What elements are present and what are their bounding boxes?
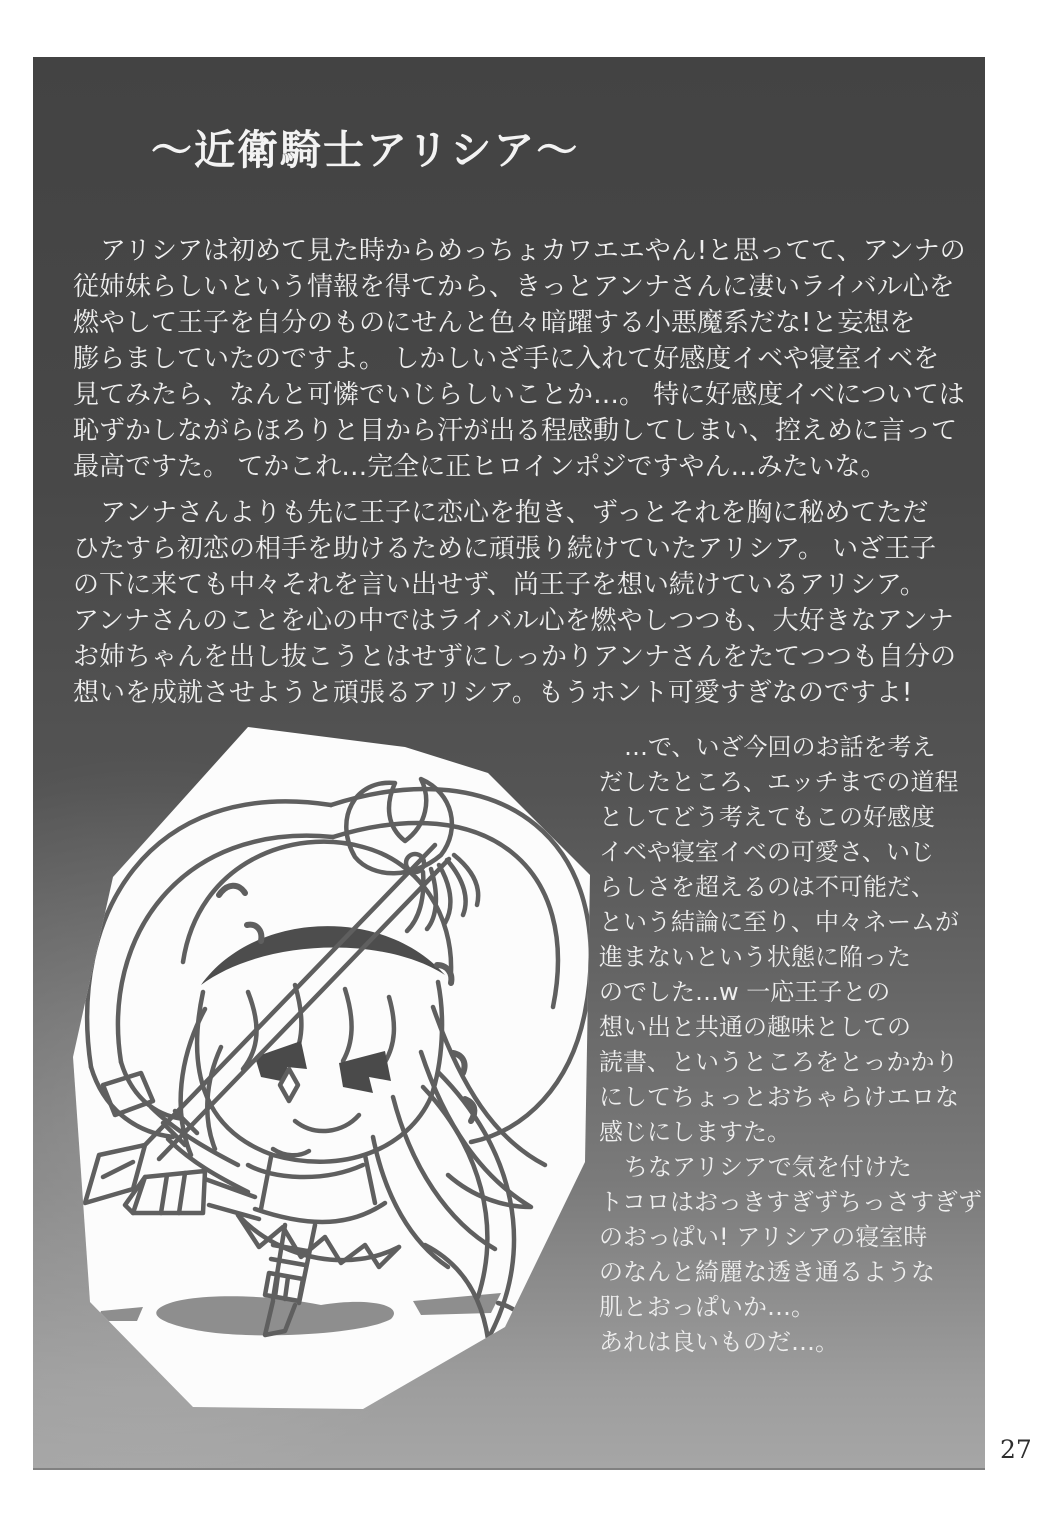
text-line: だしたところ、エッチまでの道程 (599, 768, 959, 796)
text-line: アンナさんよりも先に王子に恋心を抱き、ずっとそれを胸に秘めてただ (100, 498, 929, 528)
text-line: 感じにしますた。 (599, 1118, 791, 1146)
text-line: 読書、というところをとっかかり (599, 1048, 959, 1076)
text-line: トコロはおっきすぎずちっさすぎず (599, 1188, 983, 1216)
text-line: 肌とおっぱいか…。 (599, 1293, 815, 1321)
paragraph-1 (73, 233, 966, 485)
text-line: のなんと綺麗な透き通るような (599, 1258, 935, 1286)
text-line: 恥ずかしながらほろりと目から汗が出る程感動してしまい、控えめに言って (73, 416, 958, 446)
text-line: 最高ですた。 てかこれ…完全に正ヒロインポジですやん…みたいな。 (73, 452, 887, 482)
text-line: …で、いざ今回のお話を考え (624, 733, 936, 761)
paragraph-2 (73, 495, 956, 711)
scanned-page (33, 57, 985, 1470)
text-line: 燃やして王子を自分のものにせんと色々暗躍する小悪魔系だな!と妄想を (73, 308, 916, 338)
page-number: 27 (1000, 1435, 1032, 1464)
text-line: ちなアリシアで気を付けた (624, 1153, 912, 1181)
text-line: 従姉妹らしいという情報を得てから、きっとアンナさんに凄いライバル心を (73, 272, 955, 302)
text-line: 想いを成就させようと頑張るアリシア。もうホント可愛すぎなのですよ! (73, 678, 913, 708)
text-line: あれは良いものだ…。 (599, 1328, 839, 1356)
text-line: 見てみたら、なんと可憐でいじらしいことか…。 特に好感度イベについては (73, 380, 965, 410)
text-line: アンナさんのことを心の中ではライバル心を燃やしつつも、大好きなアンナ (73, 606, 954, 636)
text-line: 膨らましていたのですよ。 しかしいざ手に入れて好感度イベや寝室イベを (73, 344, 940, 374)
text-line: ひたすら初恋の相手を助けるために頑張り続けていたアリシア。 いざ王子 (73, 534, 937, 564)
text-line: らしさを超えるのは不可能だ、 (599, 873, 935, 901)
text-line: としてどう考えてもこの好感度 (599, 803, 935, 831)
text-line: のでした…w 一応王子との (599, 978, 891, 1006)
text-line: という結論に至り、中々ネームが (599, 908, 959, 936)
text-line: 進まないという状態に陥った (599, 943, 911, 971)
side-column (599, 730, 982, 1360)
page-title: ～近衛騎士アリシア～ (151, 126, 580, 174)
text-line: アリシアは初めて見た時からめっちょカワエエやん!と思ってて、アンナの (100, 236, 966, 266)
text-line: のおっぱい! アリシアの寝室時 (599, 1223, 928, 1251)
text-line: 想い出と共通の趣味としての (599, 1013, 911, 1041)
text-line: の下に来ても中々それを言い出せず、尚王子を想い続けているアリシア。 (73, 570, 926, 600)
text-line: お姉ちゃんを出し抜こうとはせずにしっかりアンナさんをたてつつも自分の (73, 642, 956, 672)
text-line: にしてちょっとおちゃらけエロな (599, 1083, 959, 1111)
text-line: イベや寝室イベの可愛さ、いじ (599, 838, 935, 866)
